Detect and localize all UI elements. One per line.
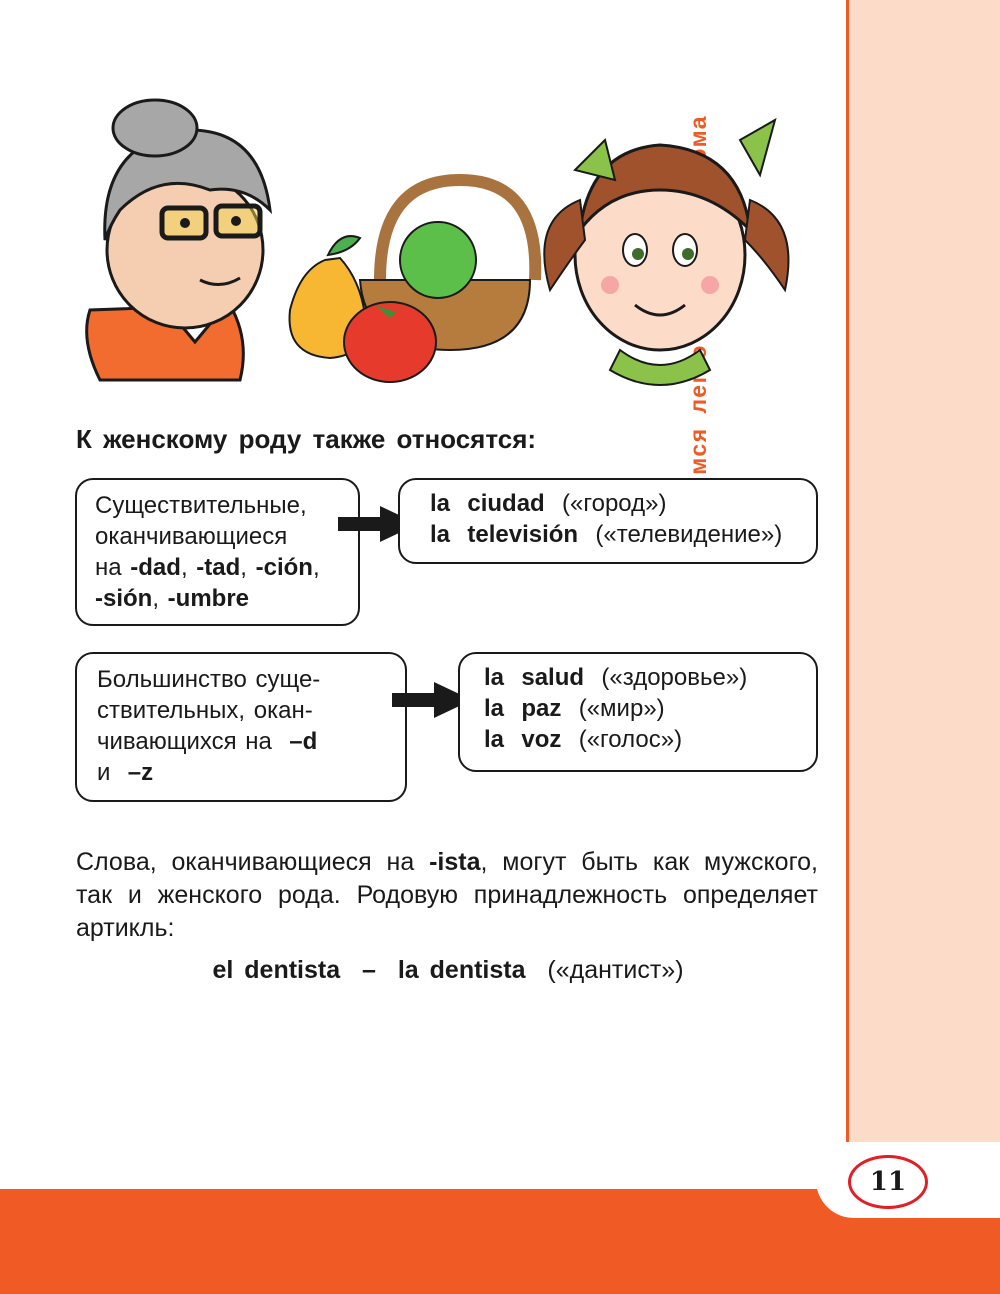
rule1-line-1: Существительные, xyxy=(95,492,307,519)
rule-box-2 xyxy=(75,652,407,802)
grandmother-girl-fruit-illustration xyxy=(60,80,840,400)
example-television: la televisión («телевидение») xyxy=(430,521,783,548)
examples-box-2 xyxy=(458,652,818,772)
dentista-example: el dentista – la dentista («дантист») xyxy=(212,956,684,984)
rule2-line-3: чивающихся на –d xyxy=(97,728,318,755)
tomato-illustration xyxy=(344,302,436,382)
page-number: 11 xyxy=(869,1167,907,1197)
rule2-line-2: ствительных, окан- xyxy=(97,697,313,724)
rule-box-1 xyxy=(75,478,360,626)
examples-box-1 xyxy=(398,478,818,564)
rule1-line-3: на -dad, -tad, -ción, xyxy=(95,554,320,581)
girl-illustration xyxy=(544,120,788,385)
rule1-line-4: -sión, -umbre xyxy=(95,585,250,612)
example-voz: la voz («голос») xyxy=(484,726,683,753)
rule2-line-1: Большинство суще- xyxy=(97,666,321,693)
page-number-badge xyxy=(848,1155,928,1209)
example-paz: la paz («мир») xyxy=(484,695,665,722)
section-heading: К женскому роду также относятся: xyxy=(76,424,537,454)
rule1-line-2: оканчивающиеся xyxy=(95,523,288,550)
ista-paragraph: Слова, оканчивающиеся на -ista, могут быть как мужского, так и женского рода. Родовую принадлежность определяет артикль: xyxy=(76,848,819,942)
rule2-line-4: и –z xyxy=(97,759,154,786)
example-ciudad: la ciudad («город») xyxy=(430,490,667,517)
grandmother-illustration xyxy=(87,100,270,380)
example-salud: la salud («здоровье») xyxy=(484,664,748,691)
